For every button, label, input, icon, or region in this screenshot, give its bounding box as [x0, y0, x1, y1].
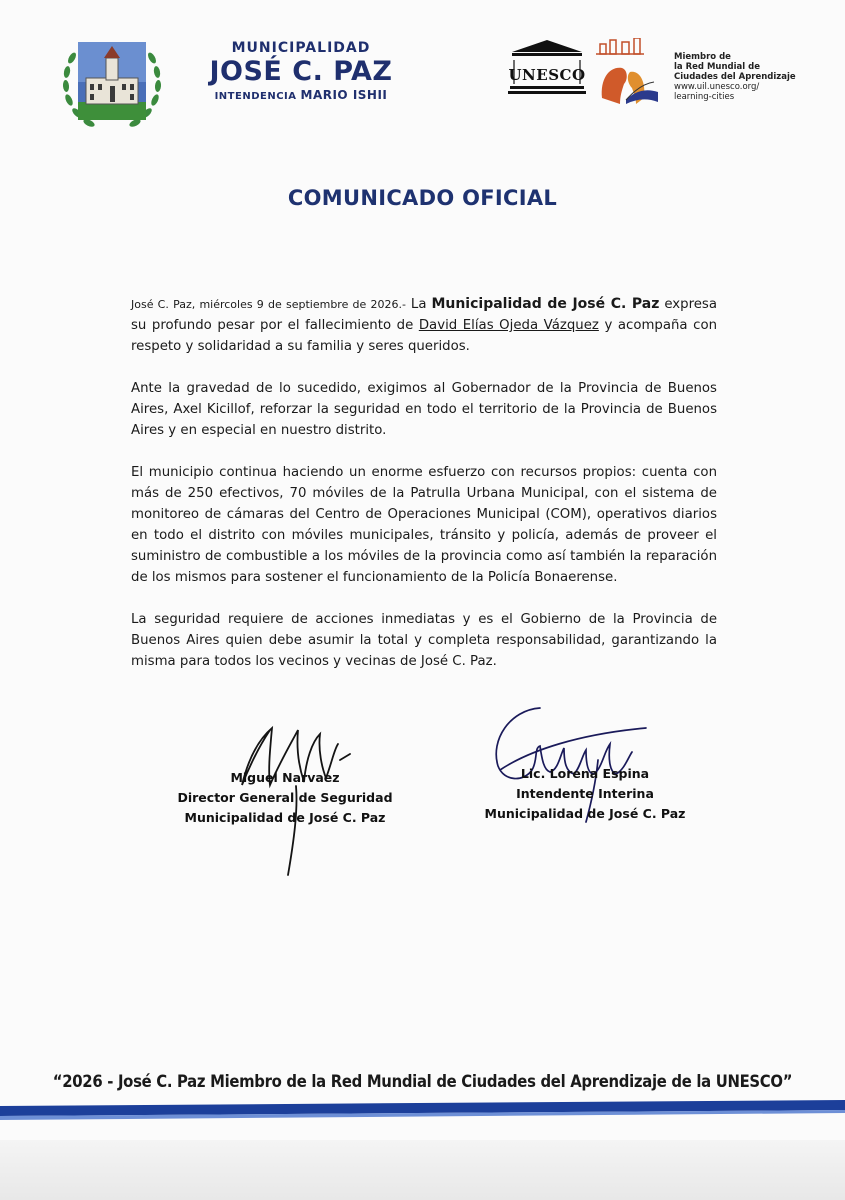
footer-stripe [0, 1096, 845, 1126]
learning-cities-logo [596, 38, 670, 106]
member-line: Ciudades del Aprendizaje [674, 72, 796, 82]
unesco-label: UNESCO [508, 66, 586, 84]
unesco-logo [506, 38, 588, 102]
municipal-crest-logo [58, 28, 166, 136]
signatory-name: Miguel Narvaez [230, 770, 340, 785]
signatory-role: Director General de Seguridad [177, 790, 393, 805]
learning-cities-member-text [674, 52, 814, 102]
paragraph-text: expresa su profundo pesar por el fallecimiento de [131, 297, 718, 333]
signatory-org: Municipalidad de José C. Paz [184, 810, 386, 825]
signatory-role: Intendente Interina [516, 786, 654, 801]
paragraph-4: La seguridad requiere de acciones inmediatas y es el Gobierno de la Provincia de Buenos Aires quien debe asumir la total y completa responsabilidad, garantizando la misma para todos los vecinos y vecinas de José C. Paz. [131, 612, 717, 669]
document-title: COMUNICADO OFICIAL [287, 186, 558, 210]
member-url: learning-cities [674, 92, 735, 102]
signature-block-2 [440, 764, 730, 824]
deceased-name: David Elías Ojeda Vázquez [418, 318, 599, 333]
footer-quote: “2026 - José C. Paz Miembro de la Red Mundial de Ciudades del Aprendizaje de la UNESCO” [52, 1072, 793, 1091]
paragraph-text: La [405, 297, 432, 312]
member-line: la Red Mundial de [674, 62, 760, 72]
paragraph-1 [131, 294, 717, 357]
intendente-name: MARIO ISHII [300, 88, 388, 102]
letterhead [58, 22, 809, 134]
municipality-wordmark [176, 40, 426, 102]
muni-name-text: JOSÉ C. PAZ [209, 56, 393, 87]
paragraph-3: El municipio continua haciendo un enorme esfuerzo con recursos propios: cuenta con más de 250 efectivos, 70 móviles de la Patrulla Urbana Municipal, con el sistema de monitoreo de cámaras del Centro de Operaciones Municipal (COM), operativos diarios en todo el distrito con móviles municipales, tránsito y policía, además de proveer el suministro de combustible a los móviles de la provincia como así también la reparación de los mismos para sostener el funcionamiento de la Policía Bonaerense. [131, 465, 717, 585]
member-url: www.uil.unesco.org/ [674, 82, 760, 92]
muni-top-text: MUNICIPALIDAD [231, 40, 371, 56]
member-line: Miembro de [674, 52, 731, 62]
bold-entity: Municipalidad de José C. Paz [431, 296, 660, 312]
paragraph-text: y acompaña con respeto y solidaridad a su familia y seres queridos. [131, 318, 718, 354]
paragraph-2: Ante la gravedad de lo sucedido, exigimos al Gobernador de la Provincia de Buenos Aires, Axel Kicillof, reforzar la seguridad en todo el territorio de la Provincia de Buenos Aires y en especial en nuestro distrito. [131, 381, 717, 438]
signatory-org: Municipalidad de José C. Paz [484, 806, 686, 821]
signature-block-1 [140, 768, 430, 828]
intendencia-label: INTENDENCIA [214, 91, 297, 102]
dateline: José C. Paz, miércoles 9 de septiembre de 2026.- [131, 298, 406, 311]
signatory-name: Lic. Lorena Espina [520, 766, 650, 781]
intendencia-row [176, 88, 426, 102]
document-body [131, 294, 717, 693]
